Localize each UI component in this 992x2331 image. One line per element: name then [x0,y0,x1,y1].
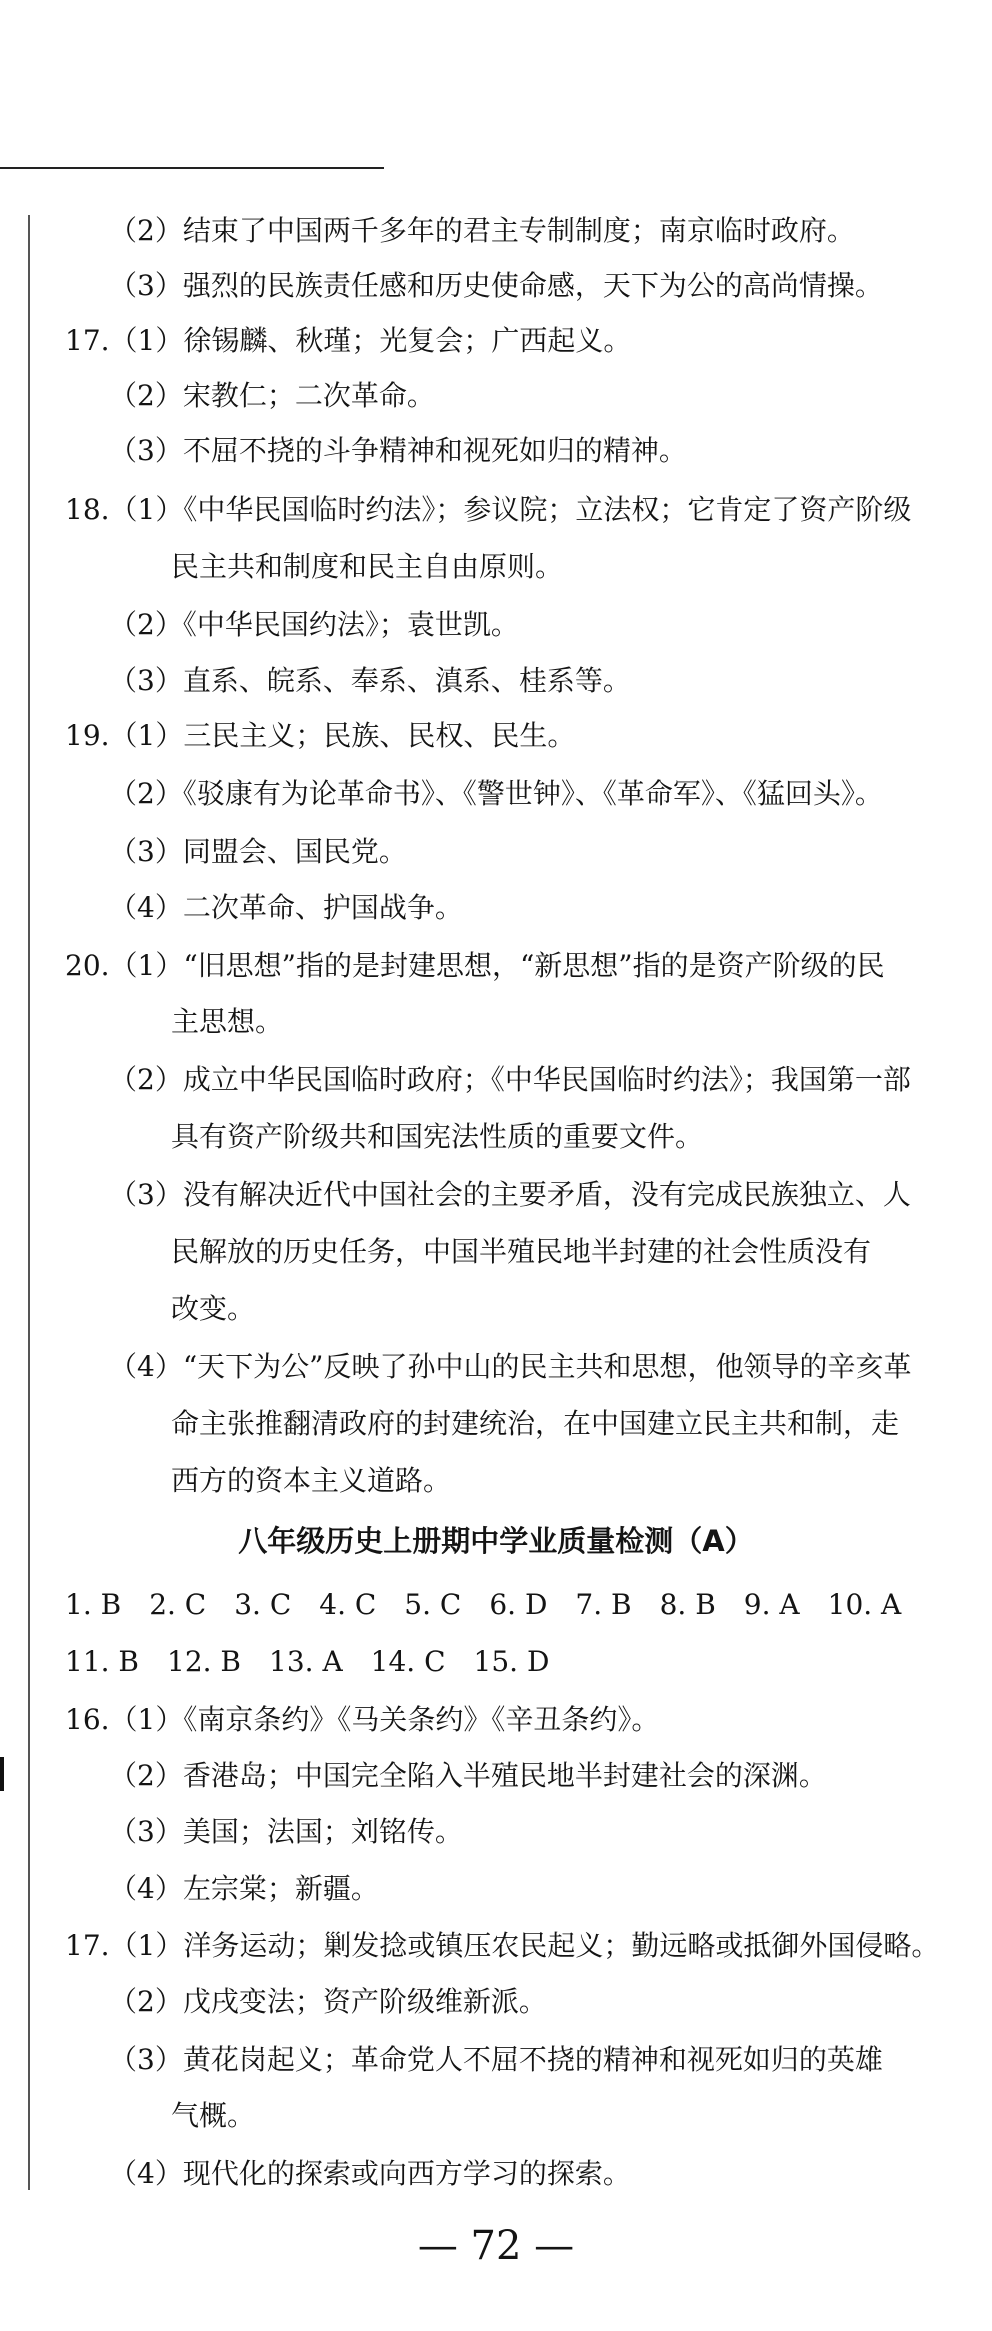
answer-line: （2）戊戌变法；资产阶级维新派。 [109,1985,547,2018]
answer-line: （3）强烈的民族责任感和历史使命感，天下为公的高尚情操。 [109,269,883,302]
answer-line: 命主张推翻清政府的封建统治，在中国建立民主共和制，走 [171,1407,900,1440]
answer-line: （4）二次革命、护国战争。 [109,891,463,924]
answer-line: 主思想。 [171,1005,284,1038]
page-number: — 72 — [417,2223,575,2269]
answer-line: （2）成立中华民国临时政府；《中华民国临时约法》；我国第一部 [109,1063,911,1096]
answer-line: （2）《驳康有为论革命书》、《警世钟》、《革命军》、《猛回头》。 [109,777,883,810]
answer-line: （3）黄花岗起义；革命党人不屈不挠的精神和视死如归的英雄 [109,2043,883,2076]
answer-line: 17.（1）洋务运动；剿发捻或镇压农民起义；勤远略或抵御外国侵略。 [65,1929,940,1962]
answer-line: 1. B 2. C 3. C 4. C 5. C 6. D 7. B 8. B 9. A 10. A [65,1588,902,1621]
answer-line: 11. B 12. B 13. A 14. C 15. D [65,1645,550,1678]
exam-title: 八年级历史上册期中学业质量检测（A） [238,1524,754,1558]
answer-line: 民主共和制度和民主自由原则。 [171,550,564,583]
answer-line: （2）香港岛；中国完全陷入半殖民地半封建社会的深渊。 [109,1759,827,1792]
answer-line: 19.（1）三民主义；民族、民权、民生。 [65,719,576,752]
answer-line: 17.（1）徐锡麟、秋瑾；光复会；广西起义。 [65,324,632,357]
answer-line: （4）“天下为公”反映了孙中山的民主共和思想，他领导的辛亥革 [109,1350,912,1383]
answer-line: （2）结束了中国两千多年的君主专制制度；南京临时政府。 [109,214,855,247]
answer-line: 气概。 [171,2099,256,2132]
left-margin-rule [28,215,30,2190]
answer-line: （3）不屈不挠的斗争精神和视死如归的精神。 [109,434,687,467]
answer-line: 西方的资本主义道路。 [171,1464,452,1497]
answer-line: （3）直系、皖系、奉系、滇系、桂系等。 [109,664,631,697]
answer-line: （3）同盟会、国民党。 [109,835,407,868]
answer-line: 民解放的历史任务，中国半殖民地半封建的社会性质没有 [171,1235,872,1268]
left-edge-mark [0,1757,4,1791]
answer-line: （3）美国；法国；刘铭传。 [109,1815,463,1848]
answer-line: 16.（1）《南京条约》《马关条约》《辛丑条约》。 [65,1703,660,1736]
answer-line: （4）左宗棠；新疆。 [109,1872,379,1905]
answer-line: 20.（1）“旧思想”指的是封建思想，“新思想”指的是资产阶级的民 [65,949,885,982]
answer-line: （4）现代化的探索或向西方学习的探索。 [109,2157,631,2190]
answer-line: 改变。 [171,1292,256,1325]
answer-line: 18.（1）《中华民国临时约法》；参议院；立法权；它肯定了资产阶级 [65,493,912,526]
answer-line: 具有资产阶级共和国宪法性质的重要文件。 [171,1120,704,1153]
answer-line: （3）没有解决近代中国社会的主要矛盾，没有完成民族独立、人 [109,1178,911,1211]
top-divider-line [0,167,384,169]
answer-line: （2）宋教仁；二次革命。 [109,379,435,412]
answer-line: （2）《中华民国约法》；袁世凯。 [109,608,519,641]
